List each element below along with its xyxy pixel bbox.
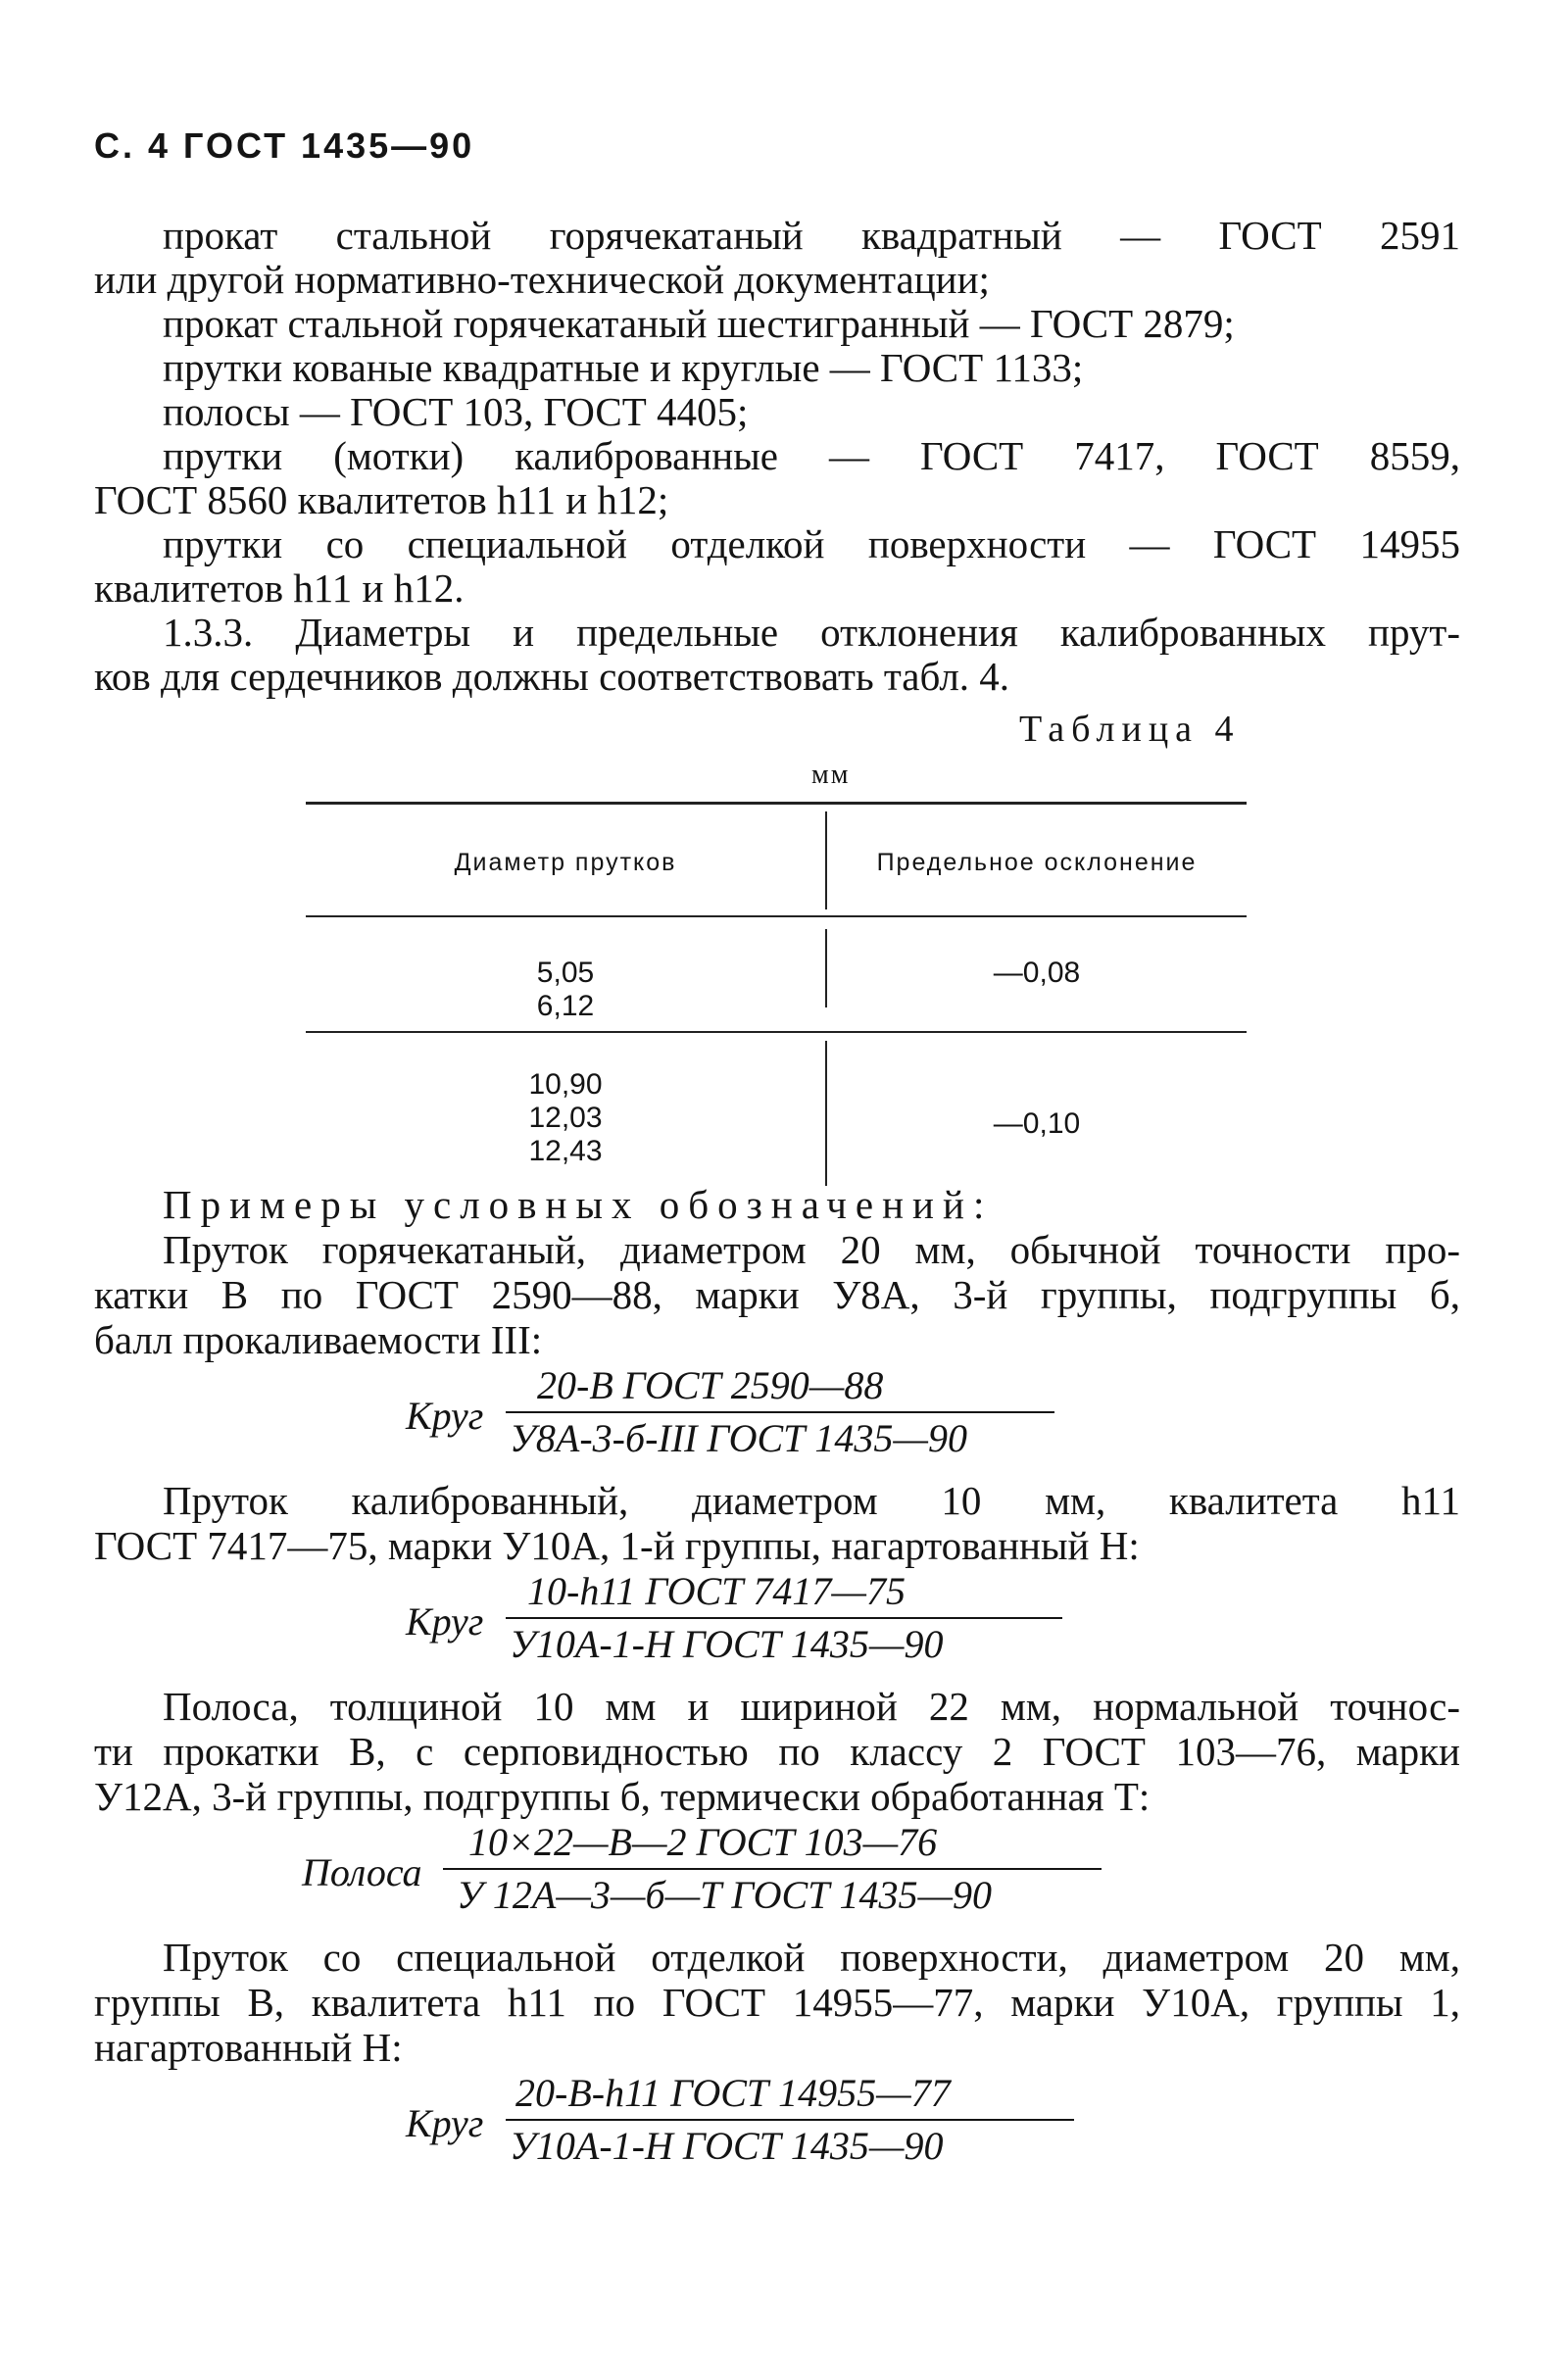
- table-top-rule: [306, 802, 1247, 805]
- designation-formula: [94, 1819, 1460, 1935]
- formula-denominator: У10А-1-Н ГОСТ 1435—90: [510, 1622, 944, 1666]
- table-units: мм: [811, 760, 851, 790]
- intro-line: полосы — ГОСТ 103, ГОСТ 4405;: [163, 389, 749, 434]
- example-text-line: Пруток калиброванный, диаметром 10 мм, квалитета h11: [163, 1478, 1460, 1523]
- intro-line: прутки (мотки) калиброванные — ГОСТ 7417, ГОСТ 8559,: [163, 433, 1460, 478]
- intro-line: прутки кованые квадратные и круглые — ГОСТ 1133;: [163, 345, 1084, 390]
- formula-denominator: У10А-1-Н ГОСТ 1435—90: [510, 2124, 944, 2168]
- diameter-value: 12,03: [528, 1102, 603, 1134]
- formula-denominator: У 12А—3—б—Т ГОСТ 1435—90: [457, 1873, 993, 1917]
- formula-denominator: У8А-3-б-III ГОСТ 1435—90: [510, 1416, 967, 1460]
- intro-line: квалитетов h11 и h12.: [94, 565, 465, 611]
- example-text-line: нагартованный Н:: [94, 2025, 403, 2070]
- diameter-value: 5,05: [536, 957, 595, 989]
- table-caption: Таблица 4: [1019, 709, 1241, 750]
- formula-label: Круг: [406, 2101, 484, 2145]
- intro-line: прокат стальной горячекатаный шестигранный — ГОСТ 2879;: [163, 301, 1235, 346]
- diameter-value: 6,12: [536, 990, 595, 1022]
- examples-section: [94, 1182, 1460, 2185]
- designation-formula: [94, 1568, 1460, 1684]
- fraction-bar: [443, 1868, 1102, 1870]
- table-row-diameters: [306, 957, 825, 1023]
- formula-label: Круг: [406, 1394, 484, 1438]
- example-text-line: группы В, квалитета h11 по ГОСТ 14955—77, марки У10А, группы 1,: [94, 1980, 1460, 2025]
- fraction-bar: [506, 2119, 1074, 2121]
- intro-text: [94, 214, 1460, 699]
- example-text-line: Пруток горячекатаный, диаметром 20 мм, обычной точности про-: [163, 1227, 1460, 1272]
- table-row-deviation: —0,10: [993, 1107, 1081, 1140]
- example-text-line: У12А, 3-й группы, подгруппы б, термически обработанная Т:: [94, 1774, 1151, 1819]
- formula-label: Полоса: [302, 1850, 422, 1894]
- diameter-value: 12,43: [528, 1135, 603, 1167]
- header-deviation: Предельное осклонение: [876, 849, 1198, 876]
- intro-line: прокат стальной горячекатаный квадратный — ГОСТ 2591: [163, 213, 1460, 258]
- example-text-line: Полоса, толщиной 10 мм и шириной 22 мм, нормальной точнос-: [163, 1684, 1460, 1729]
- table-row-rule: [306, 1031, 1247, 1033]
- examples-heading: Примеры условных обозначений:: [163, 1182, 994, 1227]
- page-header: С. 4 ГОСТ 1435—90: [94, 125, 475, 166]
- intro-line: ков для сердечников должны соответствовать табл. 4.: [94, 654, 1010, 699]
- formula-numerator: 10×22—В—2 ГОСТ 103—76: [468, 1820, 938, 1864]
- example-text-line: Пруток со специальной отделкой поверхности, диаметром 20 мм,: [163, 1935, 1460, 1980]
- designation-formula: [94, 2070, 1460, 2185]
- formula-numerator: 20-В ГОСТ 2590—88: [537, 1363, 884, 1407]
- example-text-line: ти прокатки В, с серповидностью по классу 2 ГОСТ 103—76, марки: [94, 1729, 1460, 1774]
- table-header-rule: [306, 915, 1247, 917]
- formula-numerator: 10-h11 ГОСТ 7417—75: [527, 1569, 906, 1613]
- table-row-deviation: —0,08: [993, 957, 1081, 989]
- intro-line: прутки со специальной отделкой поверхности — ГОСТ 14955: [163, 521, 1460, 566]
- formula-label: Круг: [406, 1599, 484, 1644]
- formula-numerator: 20-В-h11 ГОСТ 14955—77: [515, 2071, 951, 2115]
- deviation-table: [306, 802, 1247, 1186]
- header-diameter: Диаметр прутков: [454, 849, 677, 876]
- example-text-line: балл прокаливаемости III:: [94, 1317, 543, 1362]
- example-text-line: ГОСТ 7417—75, марки У10А, 1-й группы, нагартованный Н:: [94, 1523, 1140, 1568]
- example-text-line: катки В по ГОСТ 2590—88, марки У8А, 3-й группы, подгруппы б,: [94, 1272, 1460, 1317]
- diameter-value: 10,90: [528, 1068, 603, 1101]
- fraction-bar: [506, 1617, 1062, 1619]
- intro-line: 1.3.3. Диаметры и предельные отклонения калиброванных прут-: [163, 610, 1460, 655]
- designation-formula: [94, 1362, 1460, 1478]
- intro-line: или другой нормативно-технической документации;: [94, 257, 990, 302]
- fraction-bar: [506, 1411, 1054, 1413]
- table-row-diameters: [306, 1068, 825, 1168]
- intro-line: ГОСТ 8560 квалитетов h11 и h12;: [94, 477, 669, 522]
